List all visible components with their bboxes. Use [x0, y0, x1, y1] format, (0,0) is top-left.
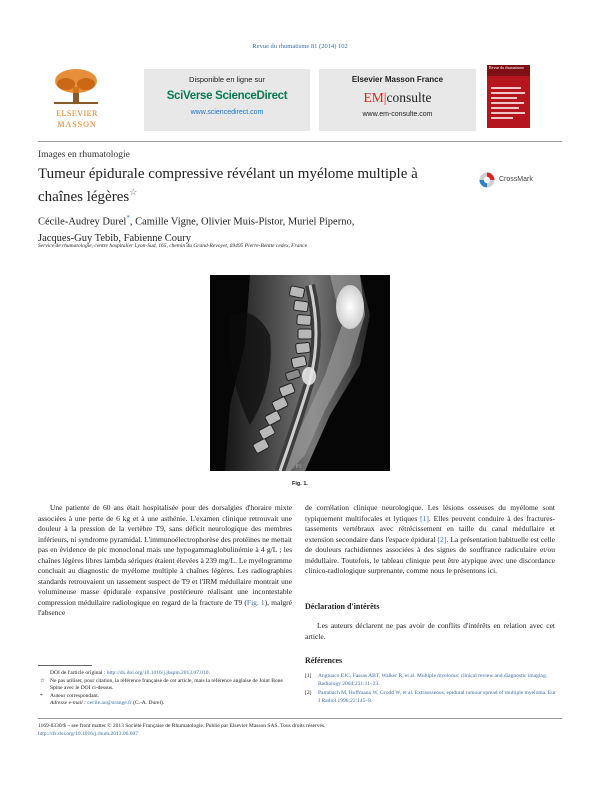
article-doi-link[interactable]: http://dx.doi.org/10.1016/j.rhum.2013.06.007: [38, 730, 138, 737]
footnotes: [38, 670, 292, 708]
author-email-link[interactable]: cecile.au@orange.fr: [87, 700, 132, 706]
body-right-column: de corrélation clinique neurologique. Les lésions osseuses du myélome sont typiquement multifocales et lytiques [1]. Elles peuvent conduire à des fractures-tassements vertébraux avec rétrécissement en taille du canal médullaire et extension secondaire dans l'espace épidural [2]. La présentation habituelle est celle de douleurs rachidiennes associées à des signes de souffrance radiculaire et/ou médullaire. Toutefois, le tableau clinique peut être atypique avec une discordance clinico-radiologique surprenante, comme nous le présentons ici.: [305, 503, 555, 575]
reference-list: [305, 673, 559, 707]
crossmark-icon: [479, 172, 495, 188]
reference-link-1[interactable]: [1]: [420, 513, 429, 523]
footer-divider: [38, 718, 562, 719]
sciencedirect-url[interactable]: www.sciencedirect.com: [190, 109, 264, 116]
crossmark-badge[interactable]: [479, 172, 539, 188]
affiliation: Service de rhumatologie, centre hospitalier Lyon-Sud, 165, chemin du Grand-Revoyet, 69495 Pierre-Bénite cedex, France: [38, 243, 308, 249]
available-online-text: Disponible en ligne sur: [189, 75, 265, 84]
article-category: Images en rhumatologie: [38, 150, 130, 160]
references-heading: Références: [305, 656, 343, 665]
crossmark-label: CrossMark: [499, 176, 533, 183]
em-consulte-logo: EM|consulte: [363, 90, 432, 105]
journal-reference: Revue du rhumatisme 81 (2014) 102: [252, 43, 348, 50]
reference-link-2[interactable]: [2]: [437, 534, 447, 544]
author-list: Cécile-Audrey Durel*, Camille Vigne, Olivier Muis-Pistor, Muriel Piperno, Jacques-Guy Tebib, Fabienne Coury: [38, 214, 355, 244]
body-left-column: Une patiente de 60 ans était hospitalisée pour des dorsalgies d'horaire mixte associées à une perte de 6 kg et à une asthénie. L'examen clinique retrouvait une douleur à la pression de la vertèbre T9, sans déficit neurologique des membres inférieurs, ni syndrome pyramidal. L'immunoélectrophorèse des protéines ne mettait pas en évidence de pic monoclonal mais une hypogammaglobulinémie à 4 g/L ; les chaînes légères libres lambda sériques étaient élevées à 239 mg/L. Le myélogramme concluait au diagnostic de myélome multiple à chaînes légères. Les radiographies standards retrouvaient un tassement suspect de T9 et l'IRM médullaire montrait une volumineuse masse épidurale expansive postérieure réalisant une incontestable compression médullaire radiologique en regard de la fracture de T9 (Fig. 1), malgré l'absence: [38, 503, 292, 617]
sciencedirect-brand: SciVerse ScienceDirect: [166, 90, 288, 102]
corresponding-mark[interactable]: *: [126, 214, 130, 222]
reference-item[interactable]: [1] Angtuaco EJC, Fassas ABT, Walker R, et al. Multiple myeloma: clinical review and diagnostic imaging. Radiology 2004;231:11–23.: [305, 673, 548, 687]
sciencedirect-panel[interactable]: [144, 69, 310, 131]
footnote-divider: [38, 665, 92, 666]
mri-figure: [210, 275, 390, 471]
cover-title: Revue du rhumatisme: [489, 65, 525, 70]
original-doi-link[interactable]: http://dx.doi.org/10.1016/j.jbspin.2013.07.010: [106, 670, 209, 676]
article-title: Tumeur épidurale compressive révélant un myélome multiple à chaînes légères☆: [38, 166, 418, 205]
publisher-banner: [38, 59, 558, 134]
conflict-text: Les auteurs déclarent ne pas avoir de conflits d'intérêts en relation avec cet article.: [305, 621, 555, 641]
em-consulte-url[interactable]: www.em-consulte.com: [362, 111, 433, 118]
elsevier-masson-logo: [38, 59, 116, 134]
elsevier-masson-france-text: Elsevier Masson France: [351, 75, 444, 84]
figure-caption: Fig. 1.: [292, 481, 308, 487]
copyright-line: 1169-8330/$ – see front matter © 2013 Société Française de Rhumatologie. Publié par Elsevier Masson SAS. Tous droits réservés.: [38, 723, 326, 729]
elsevier-tree-icon: [52, 67, 100, 105]
title-footnote-mark[interactable]: ☆: [129, 187, 138, 197]
doi-footnote: DOI de l'article original : http://dx.doi.org/10.1016/j.jbspin.2013.07.010.: [50, 670, 210, 676]
legal-footer: [38, 723, 562, 738]
author-corresponding[interactable]: Cécile-Audrey Durel: [38, 216, 127, 228]
corresponding-author-footnote: * Auteur correspondant. Adresse e-mail : cecile.au@orange.fr (C.-A. Durel).: [40, 692, 165, 706]
masson-wordmark: MASSON: [57, 120, 97, 129]
conflict-heading: Déclaration d'intérêts: [305, 602, 380, 611]
em-consulte-panel[interactable]: [319, 69, 476, 131]
reference-item[interactable]: [2] Patmbach M, Hoffmann W, Grodd W, et al. Extraosseous, epidural tumour spread of multiple myeloma. Eur J Radiol 1996;22:145–8.: [305, 690, 556, 704]
spine-mri-image: [210, 275, 390, 471]
journal-cover-thumbnail[interactable]: [487, 65, 530, 128]
figure-inset-label: [F]: [296, 463, 301, 468]
citation-footnote: ☆ Ne pas utiliser, pour citation, la référence française de cet article, mais la référence anglaise de Joint Bone Spine avec le DOI ci-dessus.: [40, 677, 283, 691]
figure-link[interactable]: Fig. 1: [246, 597, 265, 607]
elsevier-wordmark: ELSEVIER: [56, 109, 98, 118]
header-divider: [38, 141, 562, 142]
